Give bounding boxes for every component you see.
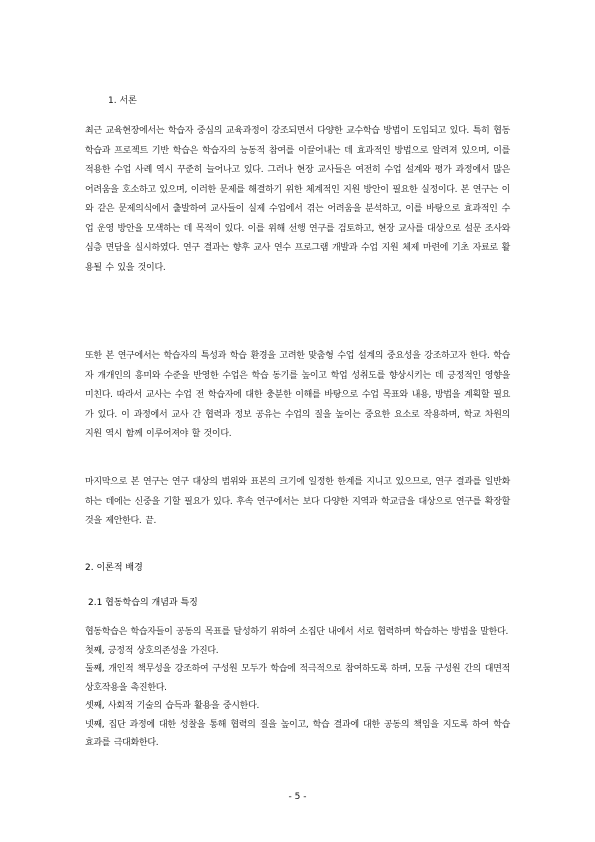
list-item: 둘째, 개인적 책무성을 강조하여 구성원 모두가 학습에 적극적으로 참여하도록 하며, 모둠 구성원 간의 대면적 상호작용을 촉진한다. — [85, 664, 510, 693]
list-item: 셋째, 사회적 기술의 습득과 활용을 중시한다. — [85, 701, 260, 711]
body-paragraph: 마지막으로 본 연구는 연구 대상의 범위와 표본의 크기에 일정한 한계를 지니고 있으므로, 연구 결과를 일반화하는 데에는 신중을 기할 필요가 있다. 후속 연구에서는 보다 다양한 지역과 학교급을 대상으로 연구를 확장할 것을 제안한다. 끝. — [85, 477, 510, 526]
body-paragraph: 최근 교육현장에서는 학습자 중심의 교육과정이 강조되면서 다양한 교수학습 방법이 도입되고 있다. 특히 협동학습과 프로젝트 기반 학습은 학습자의 능동적 참여를 이끌어내는 데 효과적인 방법으로 알려져 있으며, 이를 적용한 수업 사례 역시 꾸준히 늘어나고 있다. 그러나 현장 교사들은 여전히 수업 설계와 평가 과정에서 많은 어려움을 호소하고 있으며, 이러한 문제를 해결하기 위한 체계적인 지원 방안이 필요한 실정이다. 본 연구는 이와 같은 문제의식에서 출발하여 교사들이 실제 수업에서 겪는 어려움을 분석하고, 이를 바탕으로 효과적인 수업 운영 방안을 모색하는 데 목적이 있다. 이를 위해 선행 연구를 검토하고, 현장 교사를 대상으로 설문 조사와 심층 면담을 실시하였다. 연구 결과는 향후 교사 연수 프로그램 개발과 수업 지원 체제 마련에 기초 자료로 활용될 수 있을 것이다. — [85, 126, 510, 273]
subsection-heading: 2. 이론적 배경 — [85, 563, 143, 573]
body-paragraph-1-block — [85, 122, 510, 278]
subsubsection-heading: 2.1 협동학습의 개념과 특징 — [88, 598, 198, 608]
page-number: - 5 - — [288, 792, 307, 802]
list-item: 넷째, 집단 과정에 대한 성찰을 통해 협력의 질을 높이고, 학습 결과에 대한 공동의 책임을 지도록 하여 학습 효과를 극대화한다. — [85, 719, 510, 748]
section-heading: 1. 서론 — [108, 96, 137, 106]
list-block — [85, 623, 510, 753]
list-item: 협동학습은 학습자들이 공동의 목표를 달성하기 위하여 소집단 내에서 서로 협력하며 학습하는 방법을 말한다. — [85, 627, 509, 637]
list-item: 첫째, 긍정적 상호의존성을 가진다. — [85, 645, 219, 656]
body-paragraph-3-block — [85, 473, 510, 532]
body-paragraph-2-block — [85, 347, 510, 445]
body-paragraph: 또한 본 연구에서는 학습자의 특성과 학습 환경을 고려한 맞춤형 수업 설계의 중요성을 강조하고자 한다. 학습자 개개인의 흥미와 수준을 반영한 수업은 학습 동기를 높이고 학업 성취도를 향상시키는 데 긍정적인 영향을 미친다. 따라서 교사는 수업 전 학습자에 대한 충분한 이해를 바탕으로 수업 목표와 내용, 방법을 계획할 필요가 있다. 이 과정에서 교사 간 협력과 정보 공유는 수업의 질을 높이는 중요한 요소로 작용하며, 학교 차원의 지원 역시 함께 이루어져야 할 것이다. — [85, 351, 510, 439]
